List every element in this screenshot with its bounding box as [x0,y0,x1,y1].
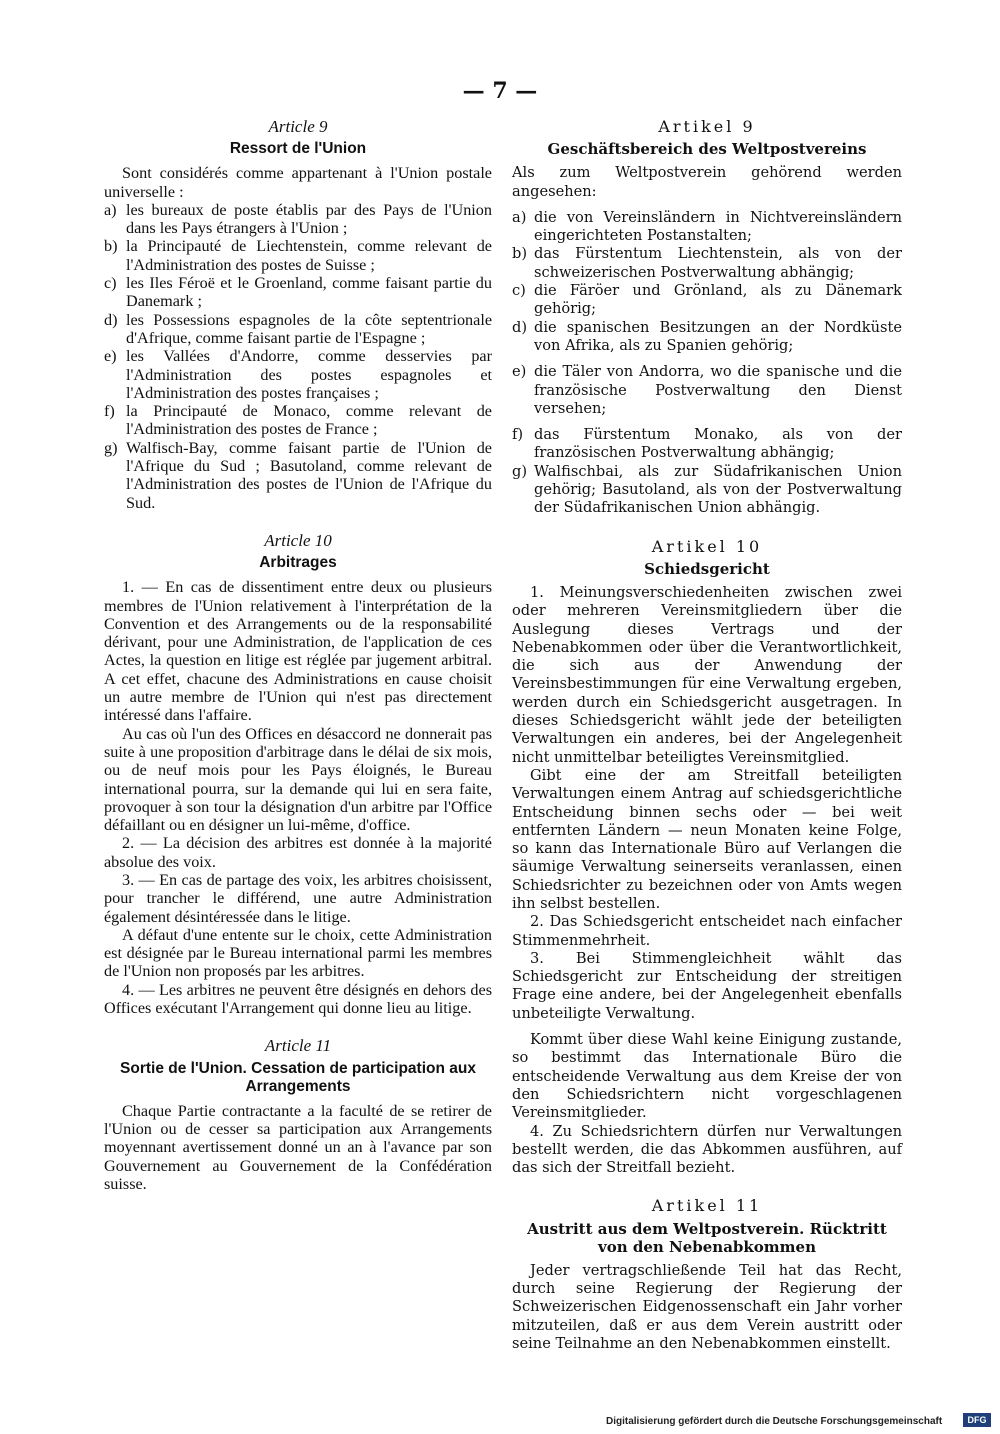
list-item: e) les Vallées d'Andorre, comme desservies par l'Administration des postes espagnoles et l'Administration des postes françaises ; [104,347,492,402]
paragraph: Gibt eine der am Streitfall beteiligten Verwaltungen einem Antrag auf schiedsgerichtliche Entscheidung binnen sechs oder — bei weit entfernten Ländern — neun Monaten keine Folge, so kann das Internationale Büro auf Verlangen die säumige Verwaltung seinerseits veranlassen, einen Schiedsrichter zu bezeichnen oder von Amts wegen ihn selbst bestellen. [512,766,902,912]
article-heading: Geschäftsbereich des Weltpostvereins [547,140,867,159]
article-title: Article 11 [264,1036,332,1056]
list-item: b) la Principauté de Liechtenstein, comme relevant de l'Administration des postes de Suisse ; [104,237,492,274]
article-title: Artikel 10 [651,536,763,556]
paragraph: 2. — La décision des arbitres est donnée à la majorité absolue des voix. [104,834,492,871]
article-title: Article 10 [264,530,332,550]
list-item: d) les Possessions espagnoles de la côte septentrionale d'Afrique, comme faisant partie de l'Espagne ; [104,310,492,347]
paragraph: 4. — Les arbitres ne peuvent être désignés en dehors des Offices exécutant l'Arrangement qui donne lieu au litige. [104,980,492,1018]
article-heading: Schiedsgericht [644,559,770,578]
paragraph: Sont considérés comme appartenant à l'Union postale universelle : [104,164,492,201]
article-heading: Sortie de l'Union. Cessation de participation aux Arrangements [120,1059,476,1095]
article-title: Article 9 [268,117,328,136]
list-item: g) Walfisch-Bay, comme faisant partie de l'Union de l'Afrique du Sud ; Basutoland, comme relevant de l'Administration des postes de l'Union de l'Afrique du Sud. [104,438,492,512]
article-heading: Austritt aus dem Weltpostverein. Rücktritt von den Nebenabkommen [527,1219,887,1256]
paragraph: Au cas où l'un des Offices en désaccord ne donnerait pas suite à une proposition d'arbitrage dans le délai de six mois, ou de neuf mois pour les Pays éloignés, le Bureau international pourra, sur la demande qui lui en sera faite, provoquer à son tour la désignation d'un arbitre par l'Office défaillant ou en désigner un lui-même, d'office. [104,724,492,835]
list-item: a) die von Vereinsländern in Nichtvereinsländern eingerichteten Postanstalten; [512,208,902,245]
article-title: Artikel 9 [658,117,756,136]
paragraph: A défaut d'une entente sur le choix, cette Administration est désignée par le Bureau international parmi les membres de l'Union non proposés par les arbitres. [104,925,492,981]
list-item: a) les bureaux de poste établis par des Pays de l'Union dans les Pays étrangers à l'Union ; [104,200,492,238]
list-item: d) die spanischen Besitzungen an der Nordküste von Afrika, als zu Spanien gehörig; [512,318,902,354]
digitization-credit: Digitalisierung gefördert durch die Deutsche Forschungsgemeinschaft [606,1416,943,1427]
paragraph: 1. — En cas de dissentiment entre deux ou plusieurs membres de l'Union relativement à l'interprétation de la Convention et des Arrangements ou de la responsabilité dérivant, pour une Administration, de l'application de ces Actes, la question en litige est réglée par jugement arbitral. A cet effet, chacune des Administrations en cause choisit un autre membre de l'Union qui n'est pas directement intéressé dans l'affaire. [104,578,492,725]
list-item: g) Walfischbai, als zur Südafrikanischen Union gehörig; Basutoland, als von der Postverwaltung der Südafrikanischen Union abhängig. [512,462,902,517]
paragraph: 1. Meinungsverschiedenheiten zwischen zwei oder mehreren Vereinsmitgliedern über die Auslegung dieses Vertrags und der Nebenabkommen oder über die Verantwortlichkeit, die sich aus der Anwendung der Vereinsbestimmungen für eine Verwaltung ergeben, werden durch ein Schiedsgericht ausgetragen. In dieses Schiedsgericht wählt jede der beteiligten Verwaltungen ein anderes, bei der Angelegenheit nicht unmittelbar beteiligtes Vereinsmitglied. [512,583,902,766]
paragraph: Als zum Weltpostverein gehörend werden angesehen: [512,164,902,200]
list-item: f) das Fürstentum Monako, als von der französischen Postverwaltung abhängig; [512,426,902,462]
list-item: c) die Färöer und Grönland, als zu Dänemark gehörig; [512,282,902,318]
dfg-logo: DFG [963,1413,991,1427]
list-item: c) les Iles Féroë et le Groenland, comme faisant partie du Danemark ; [104,274,492,311]
article-heading: Ressort de l'Union [229,140,367,158]
list-item: b) das Fürstentum Liechtenstein, als von der schweizerischen Postverwaltung abhängig; [512,245,902,281]
paragraph: Jeder vertragschließende Teil hat das Recht, durch seine Regierung der Regierung der Schweizerischen Eidgenossenschaft ein Jahr vorher mitzuteilen, daß er aus dem Verein austritt oder seine Teilnahme an den Nebenabkommen einstellt. [512,1261,902,1352]
german-column [512,118,902,1353]
paragraph: Chaque Partie contractante a la faculté de se retirer de l'Union ou de cesser sa participation aux Arrangements moyennant avertissement donné un an à l'avance par son Gouvernement au Gouvernement de la Confédération suisse. [104,1101,492,1193]
paragraph: 4. Zu Schiedsrichtern dürfen nur Verwaltungen bestellt werden, die das Abkommen ausführen, auf das sich der Streitfall bezieht. [512,1122,902,1177]
paragraph: Kommt über diese Wahl keine Einigung zustande, so bestimmt das Internationale Büro die entscheidende Verwaltung aus dem Kreise der von den Schiedsrichtern nicht vorgeschlagenen Vereinsmitglieder. [512,1031,902,1122]
paragraph: 3. — En cas de partage des voix, les arbitres choisissent, pour trancher le différend, une autre Administration également désintéressée dans le litige. [104,870,492,926]
list-item: e) die Täler von Andorra, wo die spanische und die französische Postverwaltung den Dienst versehen; [512,363,902,417]
paragraph: 3. Bei Stimmengleichheit wählt das Schiedsgericht zur Entscheidung der streitigen Frage eine andere, bei der Angelegenheit ebenfalls unbeteiligte Verwaltung. [512,949,902,1022]
page-number: — 7 — [462,78,538,104]
french-column [104,118,492,1193]
paragraph: 2. Das Schiedsgericht entscheidet nach einfacher Stimmenmehrheit. [512,913,902,949]
article-title: Artikel 11 [651,1196,763,1216]
list-item: f) la Principauté de Monaco, comme relevant de l'Administration des postes de France ; [104,402,492,439]
article-heading: Arbitrages [259,554,337,572]
